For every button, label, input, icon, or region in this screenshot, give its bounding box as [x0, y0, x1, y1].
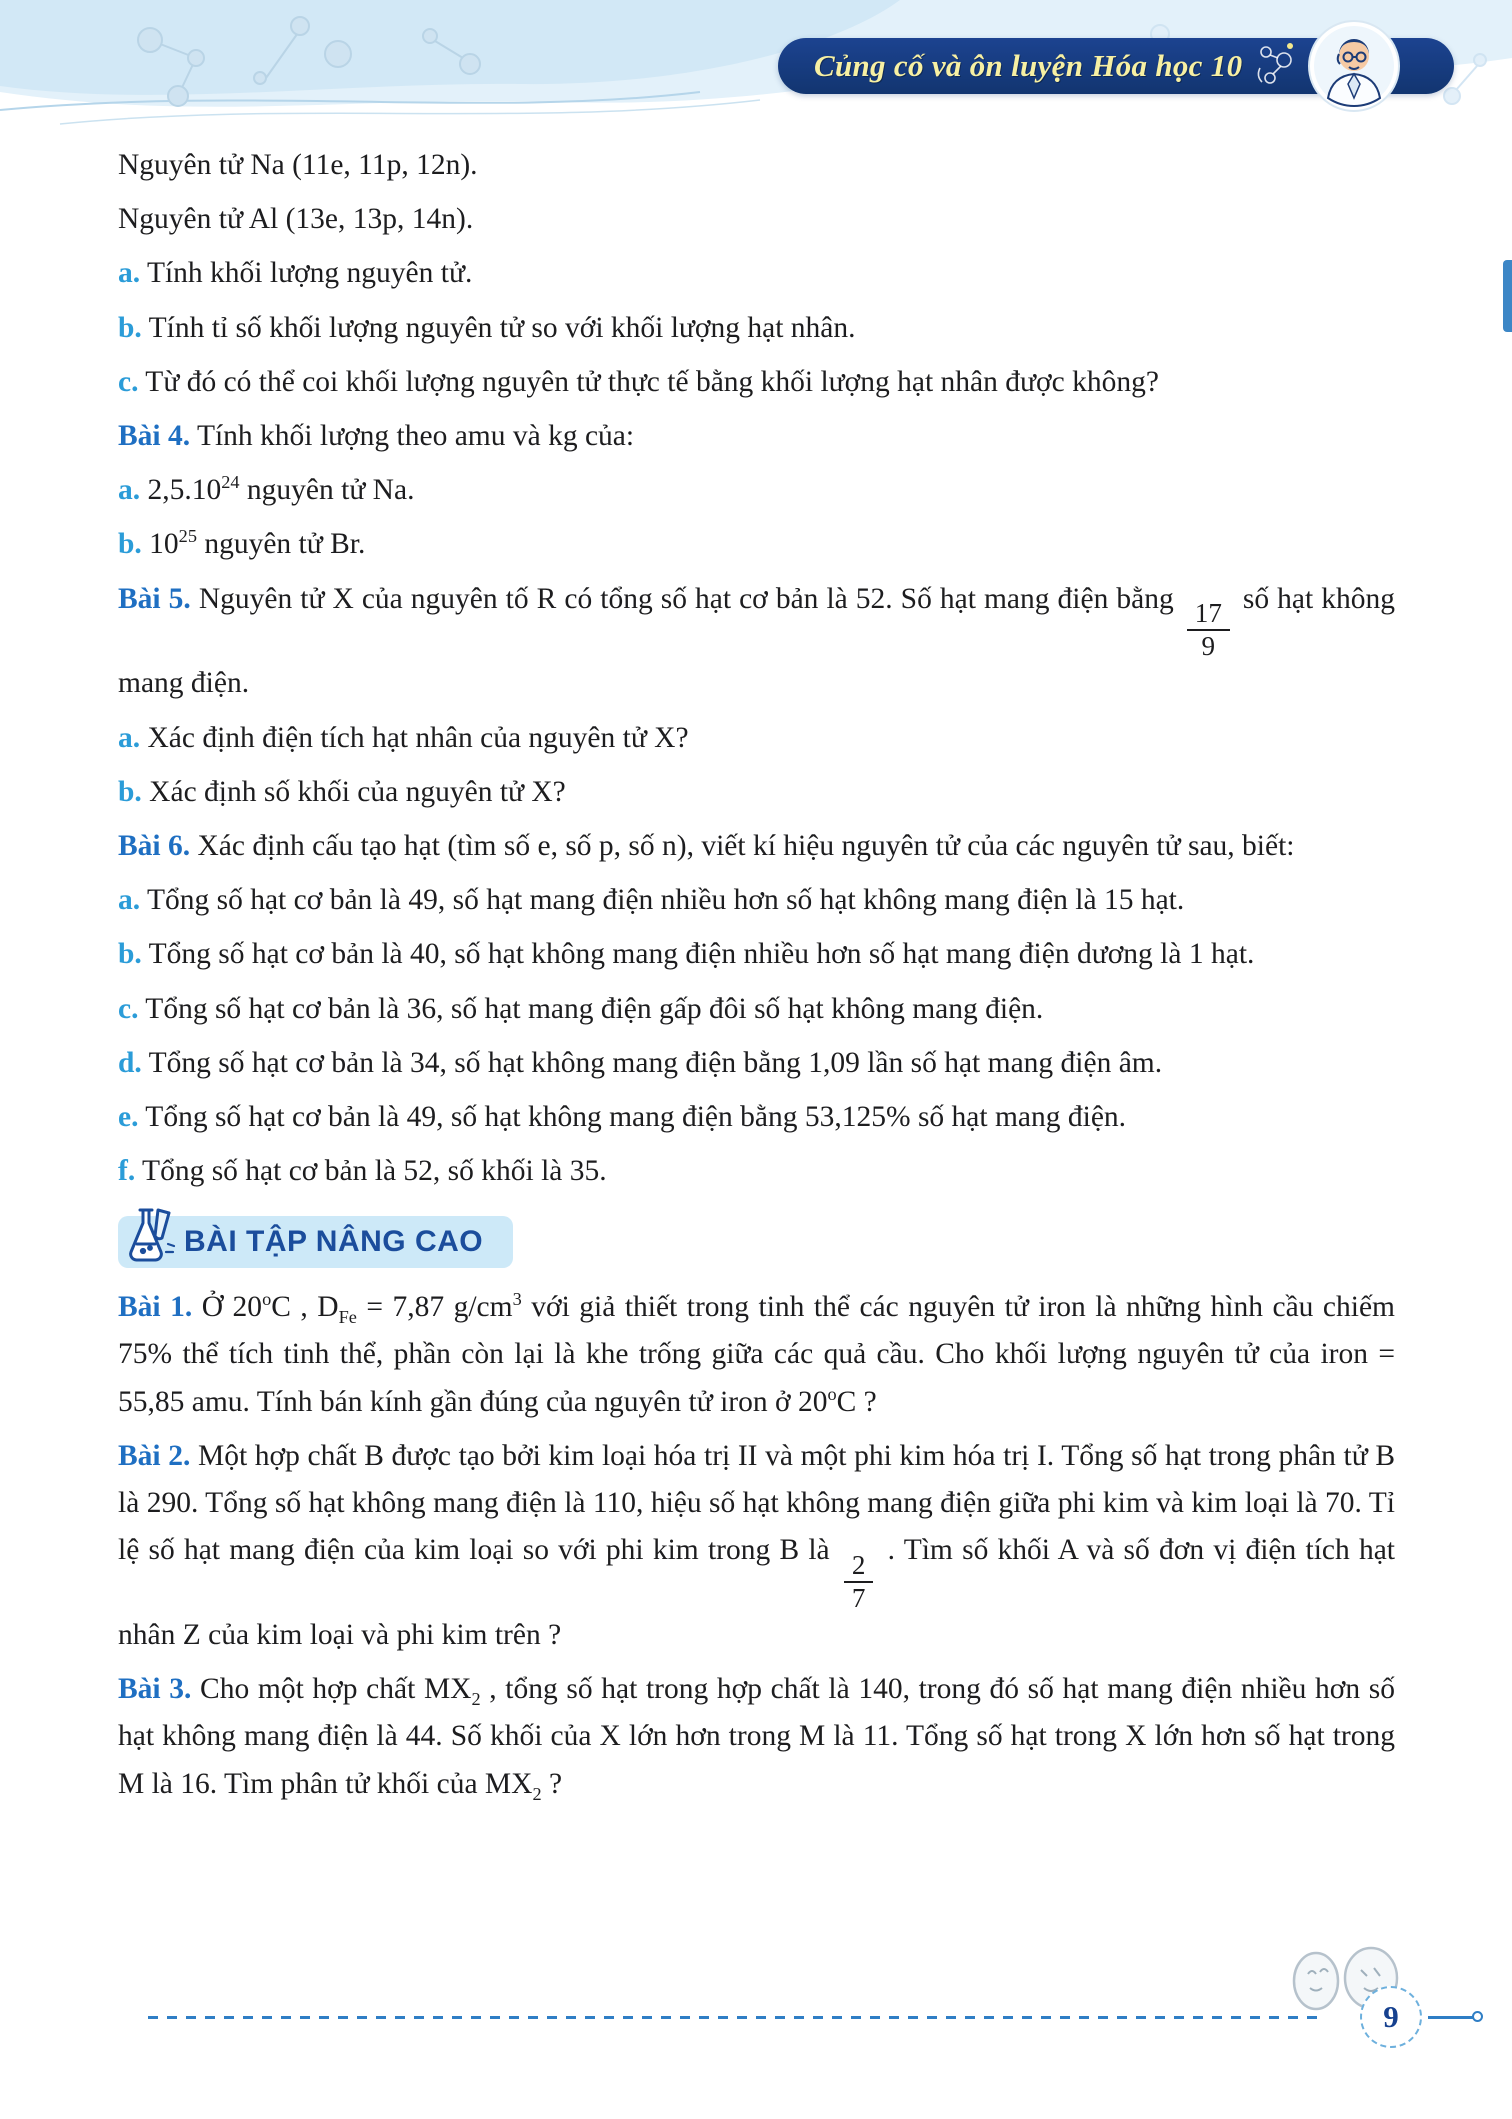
paragraph	[118, 1040, 1395, 1087]
run-letter: e.	[118, 1100, 139, 1133]
run-letter: b.	[118, 775, 142, 808]
paragraph	[118, 467, 1395, 514]
run-letter: c.	[118, 992, 139, 1025]
paragraph	[118, 521, 1395, 568]
run-letter: c.	[118, 365, 139, 398]
run-text: Từ đó có thể coi khối lượng nguyên tử thực tế bằng khối lượng hạt nhân được không?	[138, 365, 1159, 398]
exercises-advanced	[118, 1284, 1395, 1808]
run-letter: a.	[118, 257, 141, 290]
page-number-badge	[1360, 1986, 1422, 2048]
footer-tail-dot	[1472, 2011, 1483, 2022]
run-text: nguyên tử Na.	[239, 474, 415, 507]
run-text: Nguyên tử Na (11e, 11p, 12n).	[118, 149, 478, 181]
paragraph	[118, 142, 1395, 189]
book-title: Củng cố và ôn luyện Hóa học 10	[814, 48, 1243, 83]
paragraph	[118, 986, 1395, 1033]
paragraph	[118, 196, 1395, 243]
paragraph	[118, 1148, 1395, 1195]
paragraph	[118, 413, 1395, 460]
run-letter: f.	[118, 1155, 136, 1188]
paragraph	[118, 250, 1395, 297]
run-text: Tổng số hạt cơ bản là 36, số hạt mang điện gấp đôi số hạt không mang điện.	[138, 992, 1044, 1025]
page-number: 9	[1383, 1999, 1399, 2034]
paragraph	[118, 769, 1395, 816]
page-header	[0, 0, 1512, 134]
run-text: Tổng số hạt cơ bản là 52, số khối là 35.	[135, 1155, 607, 1188]
run-text: Cho một hợp chất MX	[191, 1673, 472, 1706]
run-bai: Bài 3.	[118, 1673, 192, 1706]
run-text: Tổng số hạt cơ bản là 34, số hạt không mang điện bằng 1,09 lần số hạt mang điện âm.	[141, 1046, 1163, 1079]
run-text: 2,5.10	[140, 474, 222, 507]
run-bai: Bài 2.	[118, 1439, 191, 1472]
run-text: C , D	[271, 1291, 339, 1324]
run-text: Nguyên tử X của nguyên tố R có tổng số hạt cơ bản là 52. Số hạt mang điện bằng	[190, 582, 1182, 615]
paragraph	[118, 823, 1395, 870]
run-text: số hạt không mang điện.	[118, 582, 1396, 700]
run-text: Tổng số hạt cơ bản là 49, số hạt mang điện nhiều hơn số hạt không mang điện là 15 hạt.	[140, 884, 1185, 917]
run-bai: Bài 6.	[118, 829, 191, 862]
scientist-icon	[1308, 20, 1400, 112]
run-sup: o	[827, 1383, 837, 1404]
run-text: Xác định cấu tạo hạt (tìm số e, số p, số n), viết kí hiệu nguyên tử của các nguyên tử sau, biết:	[190, 829, 1295, 862]
chapter-edge-tab	[1503, 260, 1512, 332]
fraction: $\frac{17}{9}$	[1187, 599, 1230, 660]
run-letter: b.	[118, 528, 142, 561]
exercises-basic	[118, 142, 1395, 1195]
run-sub: Fe	[338, 1307, 357, 1328]
run-text: Nguyên tử Al (13e, 13p, 14n).	[118, 203, 474, 236]
paragraph	[118, 931, 1395, 978]
run-letter: b.	[118, 311, 142, 344]
paragraph	[118, 576, 1395, 708]
run-text: Tổng số hạt cơ bản là 49, số hạt không mang điện bằng 53,125% số hạt mang điện.	[138, 1100, 1127, 1133]
footer-dashed-line	[148, 2016, 1324, 2019]
run-letter: a.	[118, 474, 141, 507]
run-text: Tổng số hạt cơ bản là 40, số hạt không mang điện nhiều hơn số hạt mang điện dương là 1 hạt.	[141, 938, 1255, 971]
run-text: 10	[141, 528, 179, 561]
run-text: , tổng số hạt trong hợp chất là 140, trong đó số hạt mang điện nhiều hơn số hạt không mang điện là 44. Số khối của X lớn hơn trong M là 11. Tổng số hạt trong X lớn hơn số hạt trong M là 16. Tìm phân tử khối của MX	[118, 1673, 1396, 1800]
run-sup: 3	[512, 1289, 522, 1310]
run-text: Xác định số khối của nguyên tử X?	[141, 775, 566, 808]
run-text: Một hợp chất B được tạo bởi kim loại hóa trị II và một phi kim hóa trị I. Tổng số hạt trong phân tử B là 290. Tổng số hạt không mang điện là 110, hiệu số hạt không mang điện giữa phi kim và kim loại là 70. Tỉ lệ số hạt mang điện của kim loại so với phi kim trong B là	[118, 1439, 1395, 1567]
run-text: nguyên tử Br.	[196, 528, 366, 561]
run-text: . Tìm số khối A và số đơn vị điện tích hạt nhân Z của kim loại và phi kim trên ?	[118, 1534, 1395, 1652]
run-letter: b.	[118, 938, 142, 971]
run-text: Xác định điện tích hạt nhân của nguyên tử X?	[140, 721, 689, 754]
paragraph	[118, 305, 1395, 352]
run-sup: 25	[178, 526, 197, 547]
run-letter: a.	[118, 721, 141, 754]
run-letter: d.	[118, 1046, 142, 1079]
run-bai: Bài 5.	[118, 582, 191, 615]
run-text: = 7,87 g/cm	[356, 1291, 513, 1324]
run-sup: 24	[221, 472, 240, 493]
section-heading	[118, 1216, 513, 1268]
paragraph	[118, 877, 1395, 924]
run-text: ?	[541, 1767, 563, 1800]
run-sub: 2	[471, 1689, 481, 1710]
fraction: $\frac{2}{7}$	[844, 1551, 874, 1612]
run-text: C ?	[836, 1385, 877, 1418]
paragraph	[118, 1094, 1395, 1141]
run-bai: Bài 4.	[118, 419, 191, 452]
run-text: Tính tỉ số khối lượng nguyên tử so với khối lượng hạt nhân.	[141, 311, 856, 344]
run-sup: o	[262, 1289, 272, 1310]
paragraph	[118, 1284, 1395, 1426]
run-text: Ở 20	[192, 1291, 263, 1324]
run-text: Tính khối lượng nguyên tử.	[140, 257, 473, 290]
paragraph	[118, 359, 1395, 406]
run-bai: Bài 1.	[118, 1291, 193, 1324]
run-letter: a.	[118, 884, 141, 917]
paragraph	[118, 1433, 1395, 1659]
run-text: Tính khối lượng theo amu và kg của:	[190, 419, 635, 452]
run-sub: 2	[532, 1783, 542, 1804]
paragraph	[118, 715, 1395, 762]
flask-icon	[122, 1202, 178, 1272]
page-content	[118, 142, 1395, 1815]
run-text: với giả thiết trong tinh thể các nguyên tử iron là những hình cầu chiếm 75% thể tích tinh thể, phần còn lại là khe trống giữa các quả cầu. Cho khối lượng nguyên tử của iron = 55,85 amu. Tính bán kính gần đúng của nguyên tử iron ở 20	[118, 1291, 1396, 1418]
paragraph	[118, 1666, 1395, 1808]
section-title: BÀI TẬP NÂNG CAO	[184, 1225, 484, 1259]
footer-tail-line	[1428, 2016, 1474, 2019]
header-title-band	[778, 38, 1454, 94]
molecule-icon	[1254, 38, 1298, 94]
